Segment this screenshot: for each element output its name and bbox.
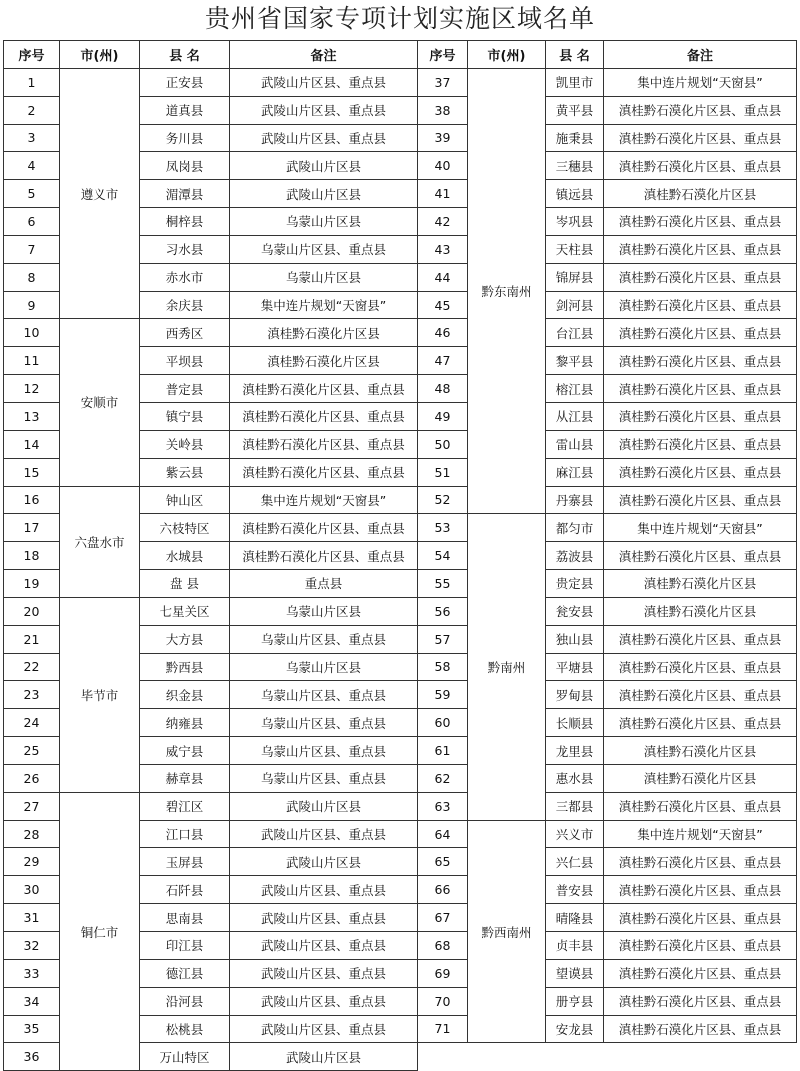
empty-cell [418,1043,797,1071]
left-remark: 武陵山片区县、重点县 [230,820,418,848]
right-county-name: 三都县 [546,792,604,820]
right-county-name: 兴义市 [546,820,604,848]
left-county-name: 印江县 [140,932,230,960]
left-county-name: 桐梓县 [140,208,230,236]
left-row-number: 6 [4,208,60,236]
left-remark: 武陵山片区县 [230,1043,418,1071]
right-remark: 集中连片规划“天窗县” [604,820,797,848]
left-county-name: 六枝特区 [140,514,230,542]
right-county-name: 瓮安县 [546,597,604,625]
left-row-number: 17 [4,514,60,542]
left-county-name: 盘 县 [140,570,230,598]
left-remark: 武陵山片区县 [230,848,418,876]
right-remark: 滇桂黔石漠化片区县、重点县 [604,932,797,960]
left-row-number: 8 [4,263,60,291]
left-row-number: 23 [4,681,60,709]
right-county-name: 都匀市 [546,514,604,542]
right-remark: 滇桂黔石漠化片区县、重点县 [604,263,797,291]
right-row-number: 62 [418,764,468,792]
right-remark: 滇桂黔石漠化片区县、重点县 [604,235,797,263]
left-row-number: 9 [4,291,60,319]
left-row-number: 32 [4,932,60,960]
left-row-number: 16 [4,486,60,514]
right-remark: 滇桂黔石漠化片区县、重点县 [604,625,797,653]
right-row-number: 56 [418,597,468,625]
right-row-number: 64 [418,820,468,848]
left-row-number: 19 [4,570,60,598]
right-county-name: 晴隆县 [546,904,604,932]
right-county-name: 天柱县 [546,235,604,263]
right-remark: 滇桂黔石漠化片区县、重点县 [604,959,797,987]
right-row-number: 38 [418,96,468,124]
right-county-name: 安龙县 [546,1015,604,1043]
right-county-name: 罗甸县 [546,681,604,709]
right-row-number: 43 [418,235,468,263]
right-county-name: 惠水县 [546,764,604,792]
left-remark: 乌蒙山片区县 [230,597,418,625]
right-remark: 滇桂黔石漠化片区县、重点县 [604,96,797,124]
left-row-number: 26 [4,764,60,792]
header-note: 备注 [604,41,797,69]
table-row [4,486,797,514]
right-row-number: 67 [418,904,468,932]
right-row-number: 57 [418,625,468,653]
right-remark: 滇桂黔石漠化片区县、重点县 [604,319,797,347]
right-county-name: 凯里市 [546,68,604,96]
left-row-number: 10 [4,319,60,347]
left-county-name: 七星关区 [140,597,230,625]
left-remark: 武陵山片区县、重点县 [230,1015,418,1043]
left-remark: 乌蒙山片区县、重点县 [230,764,418,792]
right-city-cell: 黔西南州 [468,820,546,1043]
right-remark: 滇桂黔石漠化片区县、重点县 [604,291,797,319]
right-row-number: 58 [418,653,468,681]
right-row-number: 65 [418,848,468,876]
left-row-number: 22 [4,653,60,681]
header-county: 县 名 [546,41,604,69]
left-remark: 集中连片规划“天窗县” [230,486,418,514]
left-county-name: 松桃县 [140,1015,230,1043]
right-row-number: 59 [418,681,468,709]
left-row-number: 1 [4,68,60,96]
right-row-number: 52 [418,486,468,514]
right-remark: 滇桂黔石漠化片区县、重点县 [604,848,797,876]
left-city-cell: 六盘水市 [60,486,140,597]
left-county-name: 碧江区 [140,792,230,820]
right-remark: 滇桂黔石漠化片区县、重点县 [604,987,797,1015]
header-city: 市(州) [60,41,140,69]
right-remark: 滇桂黔石漠化片区县 [604,180,797,208]
left-remark: 滇桂黔石漠化片区县、重点县 [230,430,418,458]
left-city-cell: 铜仁市 [60,792,140,1070]
right-row-number: 47 [418,347,468,375]
right-remark: 滇桂黔石漠化片区县 [604,764,797,792]
right-city-cell: 黔东南州 [468,68,546,514]
right-county-name: 从江县 [546,402,604,430]
document-title: 贵州省国家专项计划实施区域名单 [204,4,595,33]
left-row-number: 7 [4,235,60,263]
right-remark: 滇桂黔石漠化片区县、重点县 [604,653,797,681]
right-row-number: 46 [418,319,468,347]
right-county-name: 麻江县 [546,458,604,486]
left-county-name: 西秀区 [140,319,230,347]
left-county-name: 正安县 [140,68,230,96]
left-row-number: 18 [4,542,60,570]
right-remark: 滇桂黔石漠化片区县、重点县 [604,347,797,375]
right-remark: 滇桂黔石漠化片区县、重点县 [604,1015,797,1043]
left-row-number: 34 [4,987,60,1015]
left-remark: 乌蒙山片区县 [230,263,418,291]
right-county-name: 台江县 [546,319,604,347]
right-row-number: 50 [418,430,468,458]
right-remark: 集中连片规划“天窗县” [604,514,797,542]
left-remark: 滇桂黔石漠化片区县、重点县 [230,514,418,542]
right-remark: 集中连片规划“天窗县” [604,68,797,96]
left-remark: 滇桂黔石漠化片区县、重点县 [230,542,418,570]
right-row-number: 45 [418,291,468,319]
left-county-name: 赤水市 [140,263,230,291]
left-county-name: 湄潭县 [140,180,230,208]
right-row-number: 66 [418,876,468,904]
left-county-name: 德江县 [140,959,230,987]
right-remark: 滇桂黔石漠化片区县、重点县 [604,486,797,514]
right-row-number: 44 [418,263,468,291]
right-county-name: 锦屏县 [546,263,604,291]
left-remark: 武陵山片区县 [230,152,418,180]
left-remark: 乌蒙山片区县、重点县 [230,737,418,765]
right-county-name: 独山县 [546,625,604,653]
left-county-name: 平坝县 [140,347,230,375]
left-remark: 乌蒙山片区县、重点县 [230,681,418,709]
header-city: 市(州) [468,41,546,69]
left-remark: 滇桂黔石漠化片区县、重点县 [230,402,418,430]
left-remark: 武陵山片区县、重点县 [230,124,418,152]
right-row-number: 69 [418,959,468,987]
left-county-name: 石阡县 [140,876,230,904]
right-row-number: 53 [418,514,468,542]
left-row-number: 15 [4,458,60,486]
right-row-number: 71 [418,1015,468,1043]
right-remark: 滇桂黔石漠化片区县、重点县 [604,904,797,932]
right-row-number: 48 [418,375,468,403]
right-county-name: 剑河县 [546,291,604,319]
left-city-cell: 遵义市 [60,68,140,319]
right-remark: 滇桂黔石漠化片区县、重点县 [604,430,797,458]
left-remark: 乌蒙山片区县、重点县 [230,709,418,737]
left-row-number: 3 [4,124,60,152]
right-remark: 滇桂黔石漠化片区县、重点县 [604,876,797,904]
right-remark: 滇桂黔石漠化片区县、重点县 [604,792,797,820]
right-county-name: 兴仁县 [546,848,604,876]
left-remark: 武陵山片区县 [230,792,418,820]
right-county-name: 黎平县 [546,347,604,375]
right-row-number: 51 [418,458,468,486]
left-county-name: 赫章县 [140,764,230,792]
right-remark: 滇桂黔石漠化片区县、重点县 [604,375,797,403]
right-remark: 滇桂黔石漠化片区县、重点县 [604,152,797,180]
right-row-number: 68 [418,932,468,960]
left-county-name: 钟山区 [140,486,230,514]
right-county-name: 镇远县 [546,180,604,208]
left-remark: 滇桂黔石漠化片区县、重点县 [230,458,418,486]
table-row [4,792,797,820]
right-row-number: 41 [418,180,468,208]
left-remark: 武陵山片区县 [230,180,418,208]
left-county-name: 余庆县 [140,291,230,319]
right-remark: 滇桂黔石漠化片区县、重点县 [604,542,797,570]
left-county-name: 关岭县 [140,430,230,458]
right-row-number: 61 [418,737,468,765]
right-county-name: 平塘县 [546,653,604,681]
left-row-number: 5 [4,180,60,208]
right-row-number: 54 [418,542,468,570]
right-county-name: 龙里县 [546,737,604,765]
right-county-name: 望谟县 [546,959,604,987]
left-row-number: 13 [4,402,60,430]
left-remark: 乌蒙山片区县、重点县 [230,235,418,263]
right-county-name: 荔波县 [546,542,604,570]
right-county-name: 贵定县 [546,570,604,598]
right-county-name: 长顺县 [546,709,604,737]
left-remark: 武陵山片区县、重点县 [230,96,418,124]
left-row-number: 12 [4,375,60,403]
header-note: 备注 [230,41,418,69]
left-county-name: 江口县 [140,820,230,848]
right-county-name: 贞丰县 [546,932,604,960]
left-remark: 重点县 [230,570,418,598]
right-row-number: 42 [418,208,468,236]
right-row-number: 40 [418,152,468,180]
right-remark: 滇桂黔石漠化片区县、重点县 [604,208,797,236]
right-row-number: 37 [418,68,468,96]
left-county-name: 凤岗县 [140,152,230,180]
right-row-number: 63 [418,792,468,820]
left-remark: 武陵山片区县、重点县 [230,987,418,1015]
right-row-number: 60 [418,709,468,737]
right-remark: 滇桂黔石漠化片区县、重点县 [604,709,797,737]
left-row-number: 28 [4,820,60,848]
left-remark: 滇桂黔石漠化片区县 [230,319,418,347]
left-county-name: 玉屏县 [140,848,230,876]
left-row-number: 25 [4,737,60,765]
left-remark: 武陵山片区县、重点县 [230,904,418,932]
right-row-number: 39 [418,124,468,152]
left-county-name: 大方县 [140,625,230,653]
table-row [4,68,797,96]
left-city-cell: 安顺市 [60,319,140,486]
left-remark: 乌蒙山片区县 [230,653,418,681]
left-row-number: 27 [4,792,60,820]
table-row [4,319,797,347]
left-county-name: 水城县 [140,542,230,570]
table-row [4,597,797,625]
right-county-name: 施秉县 [546,124,604,152]
left-row-number: 4 [4,152,60,180]
right-remark: 滇桂黔石漠化片区县、重点县 [604,124,797,152]
right-row-number: 70 [418,987,468,1015]
left-remark: 集中连片规划“天窗县” [230,291,418,319]
left-row-number: 21 [4,625,60,653]
right-remark: 滇桂黔石漠化片区县、重点县 [604,402,797,430]
right-county-name: 岑巩县 [546,208,604,236]
right-remark: 滇桂黔石漠化片区县、重点县 [604,458,797,486]
left-county-name: 务川县 [140,124,230,152]
right-remark: 滇桂黔石漠化片区县、重点县 [604,681,797,709]
right-county-name: 三穗县 [546,152,604,180]
left-row-number: 33 [4,959,60,987]
left-county-name: 纳雍县 [140,709,230,737]
left-row-number: 31 [4,904,60,932]
right-row-number: 55 [418,570,468,598]
left-remark: 滇桂黔石漠化片区县、重点县 [230,375,418,403]
header-no: 序号 [4,41,60,69]
right-row-number: 49 [418,402,468,430]
left-county-name: 威宁县 [140,737,230,765]
right-county-name: 雷山县 [546,430,604,458]
right-county-name: 黄平县 [546,96,604,124]
left-county-name: 道真县 [140,96,230,124]
left-county-name: 沿河县 [140,987,230,1015]
right-remark: 滇桂黔石漠化片区县 [604,737,797,765]
right-county-name: 册亨县 [546,987,604,1015]
left-row-number: 11 [4,347,60,375]
region-table [3,40,797,1071]
left-row-number: 2 [4,96,60,124]
left-row-number: 36 [4,1043,60,1071]
left-county-name: 普定县 [140,375,230,403]
left-county-name: 思南县 [140,904,230,932]
left-row-number: 20 [4,597,60,625]
header-no: 序号 [418,41,468,69]
right-remark: 滇桂黔石漠化片区县 [604,570,797,598]
left-county-name: 万山特区 [140,1043,230,1071]
left-remark: 滇桂黔石漠化片区县 [230,347,418,375]
header-row [4,41,797,69]
left-county-name: 习水县 [140,235,230,263]
left-county-name: 织金县 [140,681,230,709]
left-remark: 武陵山片区县、重点县 [230,876,418,904]
right-county-name: 普安县 [546,876,604,904]
left-row-number: 24 [4,709,60,737]
header-county: 县 名 [140,41,230,69]
left-row-number: 30 [4,876,60,904]
left-remark: 武陵山片区县、重点县 [230,68,418,96]
left-remark: 乌蒙山片区县、重点县 [230,625,418,653]
right-county-name: 榕江县 [546,375,604,403]
right-remark: 滇桂黔石漠化片区县 [604,597,797,625]
left-county-name: 镇宁县 [140,402,230,430]
left-row-number: 14 [4,430,60,458]
left-remark: 武陵山片区县、重点县 [230,959,418,987]
right-county-name: 丹寨县 [546,486,604,514]
left-county-name: 黔西县 [140,653,230,681]
left-row-number: 29 [4,848,60,876]
left-county-name: 紫云县 [140,458,230,486]
left-remark: 乌蒙山片区县 [230,208,418,236]
right-city-cell: 黔南州 [468,514,546,820]
left-row-number: 35 [4,1015,60,1043]
left-city-cell: 毕节市 [60,597,140,792]
left-remark: 武陵山片区县、重点县 [230,932,418,960]
